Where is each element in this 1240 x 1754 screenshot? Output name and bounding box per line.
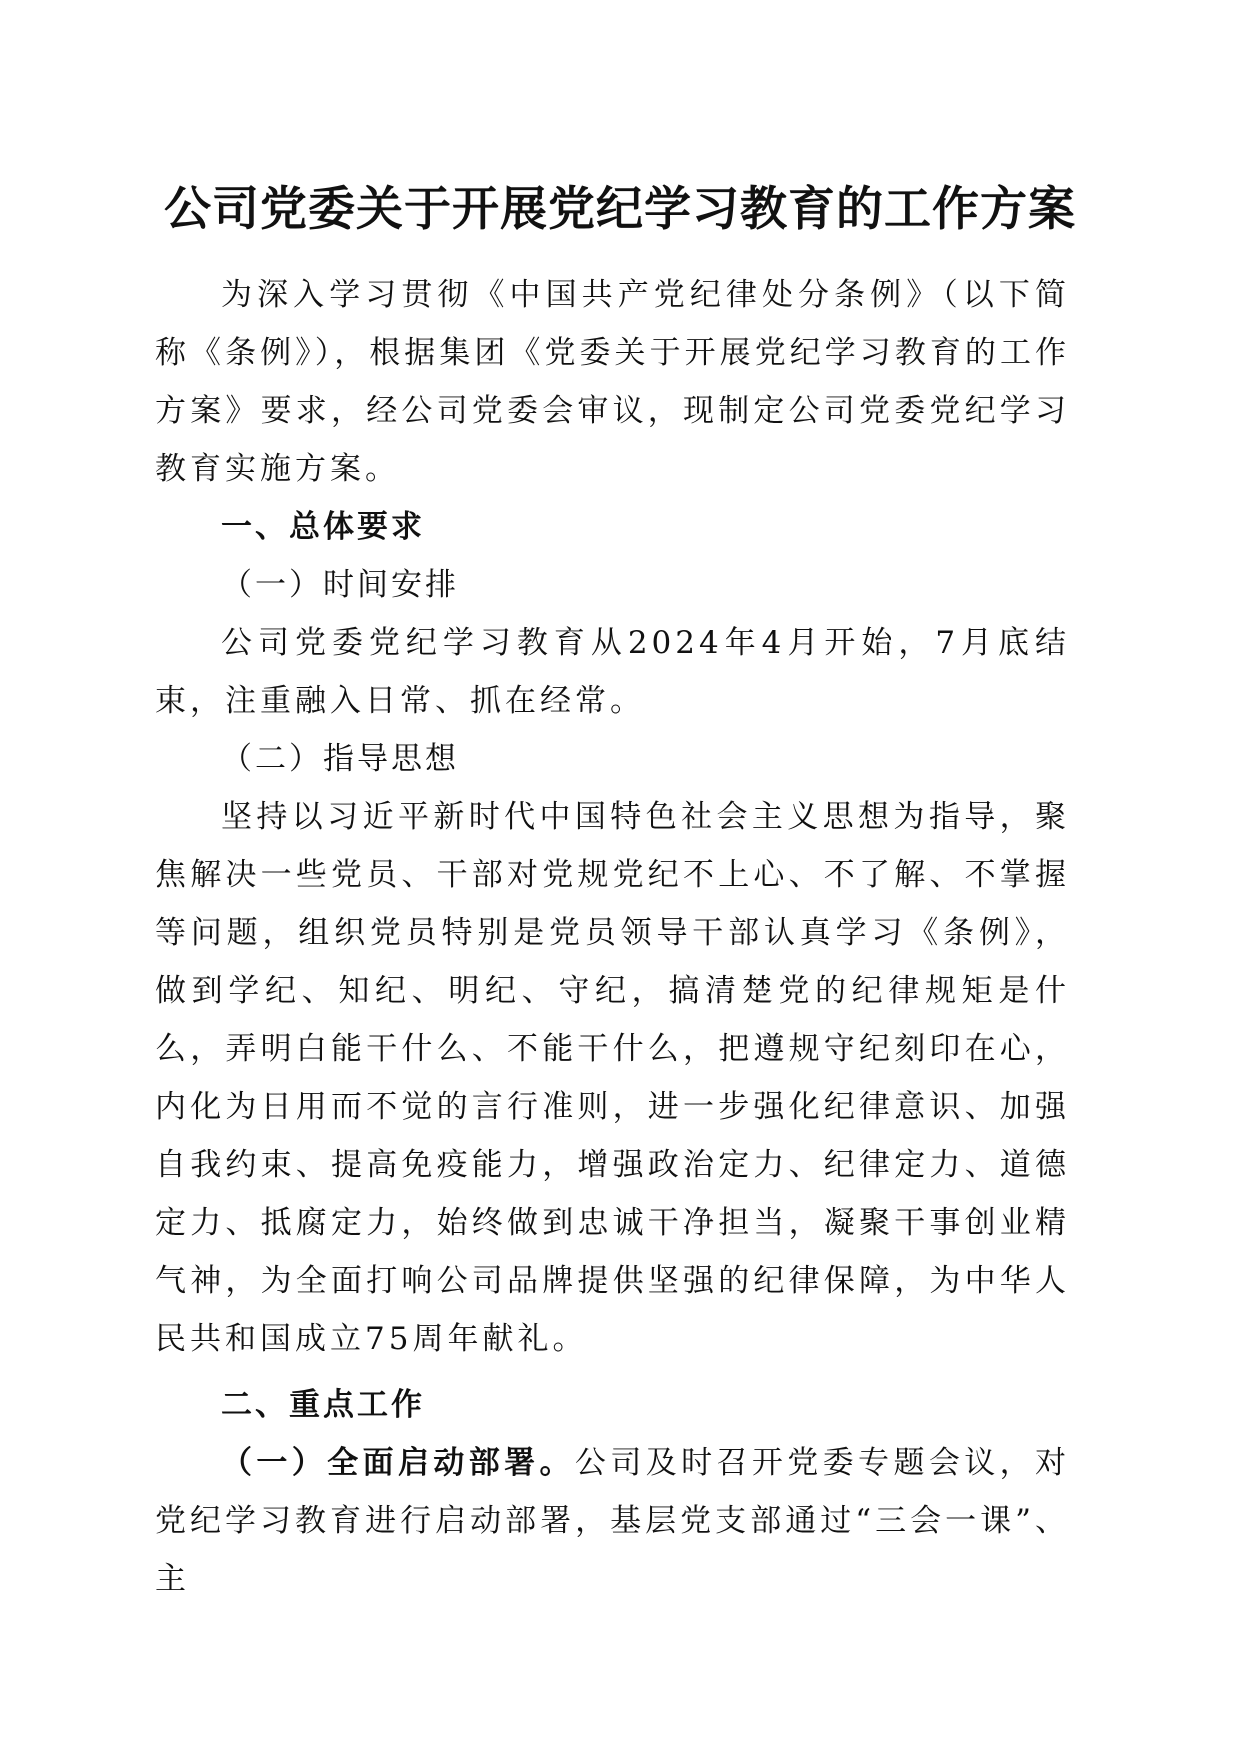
intro-paragraph: 为深入学习贯彻《中国共产党纪律处分条例》（以下简称《条例》），根据集团《党委关于开展党纪学习教育的工作方案》要求，经公司党委会审议，现制定公司党委党纪学习教育实施方案。: [155, 277, 1070, 487]
subsection-heading-guiding-ideology: （二）指导思想: [221, 741, 459, 777]
key-work-item-text: 公司及时召开党委专题会议，对党纪学习教育进行启动部署，基层党支部通过“三会一课”、主: [155, 1445, 1071, 1597]
document-title: 公司党委关于开展党纪学习教育的工作方案: [164, 182, 1076, 237]
guiding-ideology-paragraph: 坚持以习近平新时代中国特色社会主义思想为指导，聚焦解决一些党员、干部对党规党纪不上心、不了解、不掌握等问题，组织党员特别是党员领导干部认真学习《条例》，做到学纪、知纪、明纪、守纪，搞清楚党的纪律规矩是什么，弄明白能干什么、不能干什么，把遵规守纪刻印在心，内化为日用而不觉的言行准则，进一步强化纪律意识、加强自我约束、提高免疫能力，增强政治定力、纪律定力、道德定力、抵腐定力，始终做到忠诚干净担当，凝聚干事创业精气神，为全面打响公司品牌提供坚强的纪律保障，为中华人民共和国成立75周年献礼。: [155, 799, 1070, 1357]
section-heading-overall-requirements: 一、总体要求: [221, 509, 425, 545]
subsection-heading-schedule: （一）时间安排: [221, 567, 459, 603]
schedule-paragraph: 公司党委党纪学习教育从2024年4月开始，7月底结束，注重融入日常、抓在经常。: [155, 625, 1070, 719]
key-work-item-paragraph: [155, 1434, 1070, 1608]
document-body: [155, 266, 1070, 1608]
key-work-item-lead: （一）全面启动部署。: [221, 1445, 575, 1481]
section-heading-key-work: 二、重点工作: [221, 1387, 425, 1423]
